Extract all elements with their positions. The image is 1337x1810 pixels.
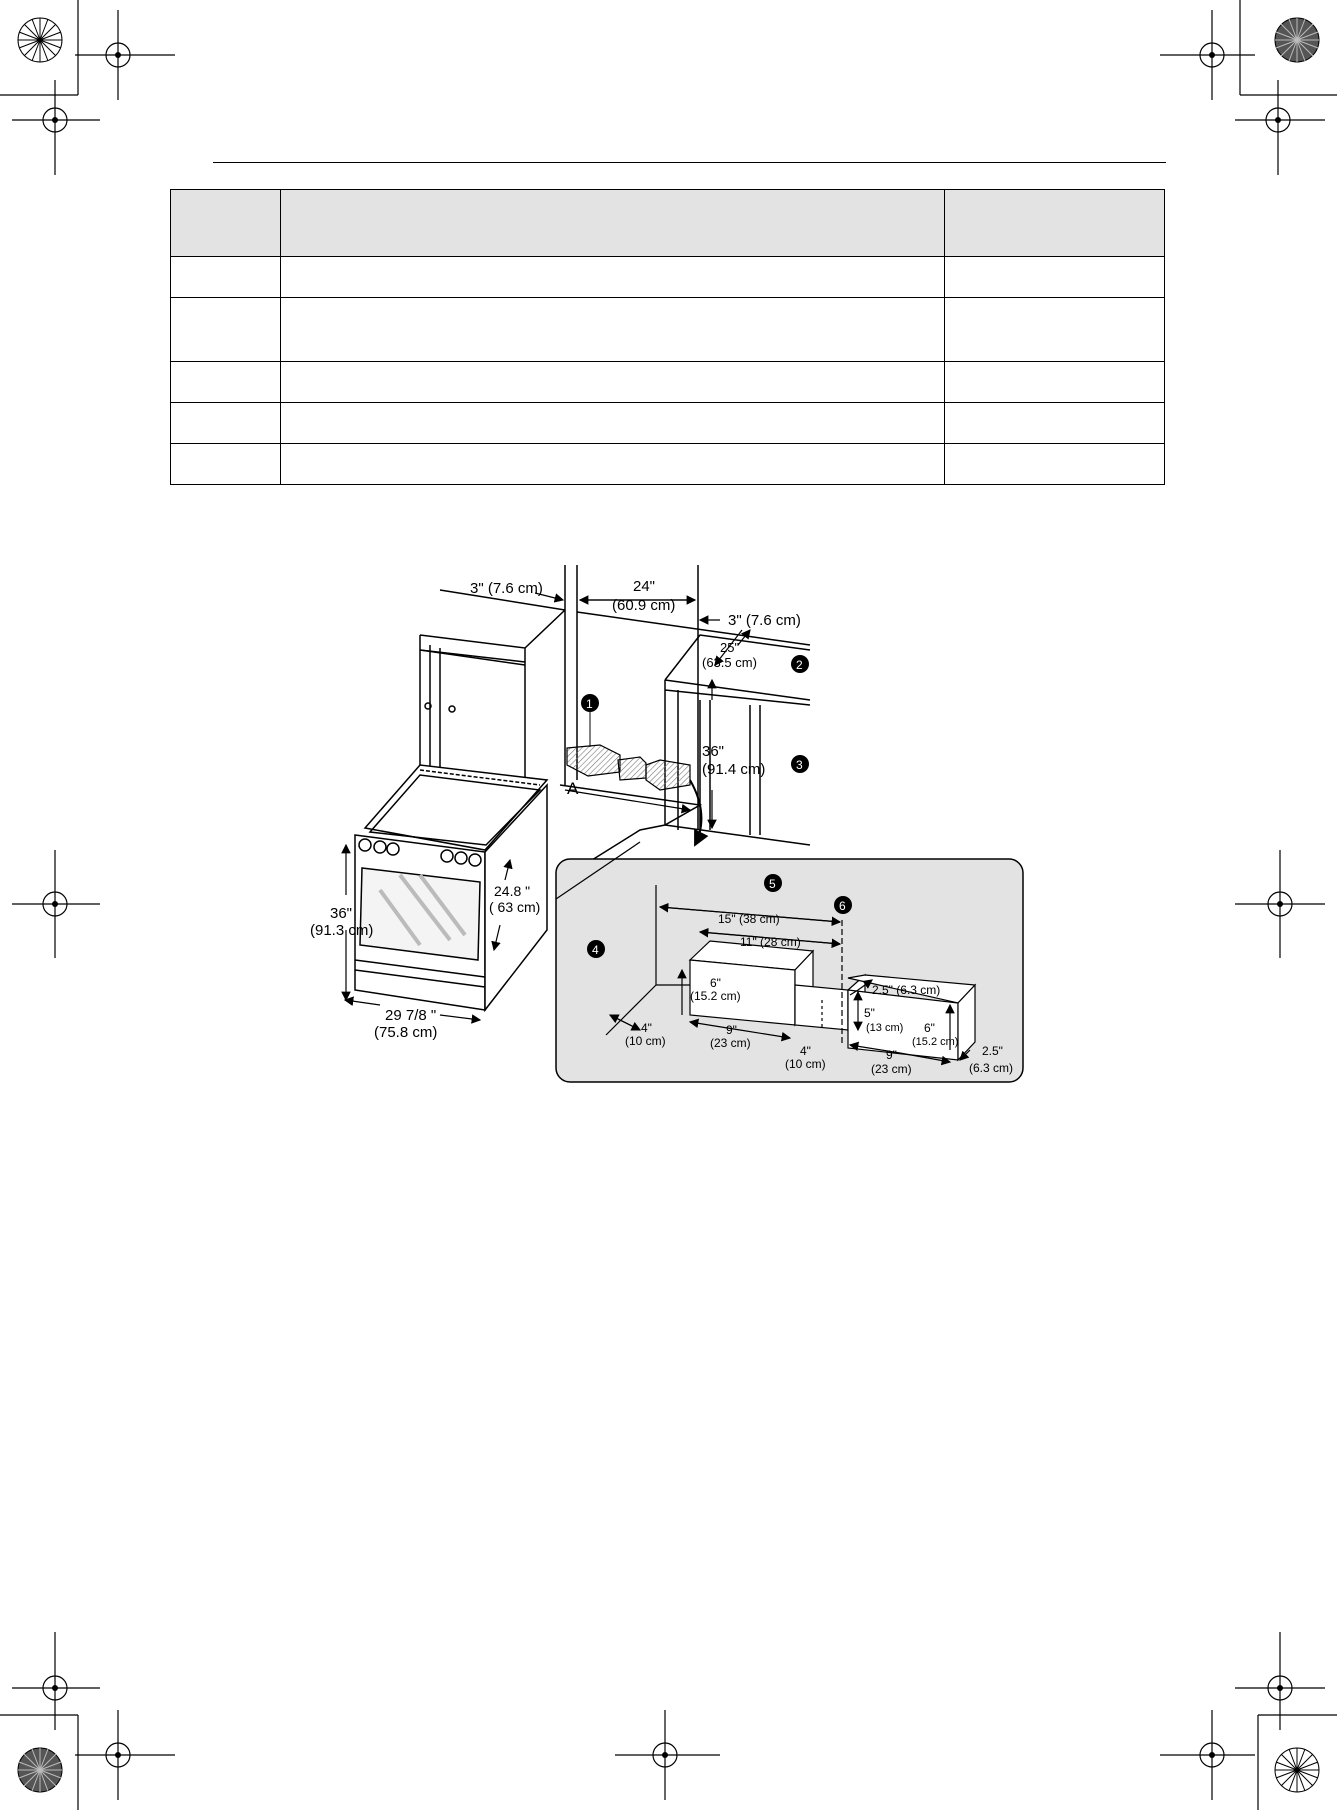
inset-d9a: 9"	[726, 1023, 737, 1037]
inset-d6a-cm: (15.2 cm)	[690, 989, 741, 1003]
callout-3	[791, 755, 809, 773]
dim-3in-right: 3" (7.6 cm)	[728, 612, 801, 629]
dim-36in-cab: 36"	[702, 743, 725, 760]
svg-text:4: 4	[592, 943, 599, 957]
inset-d9a-cm: (23 cm)	[710, 1036, 751, 1050]
inset-d5: 5"	[864, 1006, 875, 1020]
dim-25in-cm: (63.5 cm)	[702, 655, 757, 670]
callout-1	[581, 694, 599, 747]
inset-d6b: 6"	[924, 1021, 935, 1035]
inset-d5-cm: (13 cm)	[866, 1022, 904, 1034]
callout-4	[587, 940, 605, 958]
dim-2978in-cm: (75.8 cm)	[374, 1024, 438, 1041]
inset-d25b-cm: (6.3 cm)	[969, 1061, 1014, 1075]
dim-36in-range: 36"	[330, 905, 353, 922]
inset-d6a: 6"	[710, 976, 721, 990]
inset-d4a-cm: (10 cm)	[625, 1034, 666, 1048]
inset-d15: 15" (38 cm)	[718, 912, 780, 926]
inset-d9b: 9"	[886, 1048, 897, 1062]
dim-24in: 24"	[633, 578, 656, 595]
inset-d4b: 4"	[800, 1044, 811, 1058]
label-a: A	[567, 779, 579, 798]
dim-36in-cab-cm: (91.4 cm)	[702, 761, 766, 778]
inset-d4a: 4"	[641, 1021, 652, 1035]
dim-36in-range-cm: (91.3 cm)	[310, 922, 374, 939]
dim-3in-left: 3" (7.6 cm)	[470, 580, 543, 597]
dim-25in: 25"	[720, 640, 740, 655]
dim-248in: 24.8 "	[494, 883, 531, 899]
anti-tip-blocks	[567, 745, 690, 790]
svg-text:6: 6	[839, 899, 846, 913]
inset-d6b-cm: (15.2 cm)	[912, 1036, 959, 1048]
callout-2	[791, 655, 809, 673]
inset-d11: 11" (28 cm)	[740, 935, 801, 949]
inset-d25a: 2.5" (6.3 cm)	[872, 983, 941, 997]
inset-d4b-cm: (10 cm)	[785, 1057, 826, 1071]
svg-text:5: 5	[769, 877, 776, 891]
dim-24in-cm: (60.9 cm)	[612, 597, 676, 614]
callout-5	[764, 874, 782, 892]
inset-d9b-cm: (23 cm)	[871, 1062, 912, 1076]
svg-text:1: 1	[586, 697, 593, 711]
dim-248in-cm: ( 63 cm)	[489, 899, 541, 915]
callout-6	[834, 896, 852, 914]
dim-2978in: 29 7/8 "	[385, 1007, 437, 1024]
inset-d25b: 2.5"	[982, 1044, 1003, 1058]
svg-text:3: 3	[796, 758, 803, 772]
svg-text:2: 2	[796, 658, 803, 672]
